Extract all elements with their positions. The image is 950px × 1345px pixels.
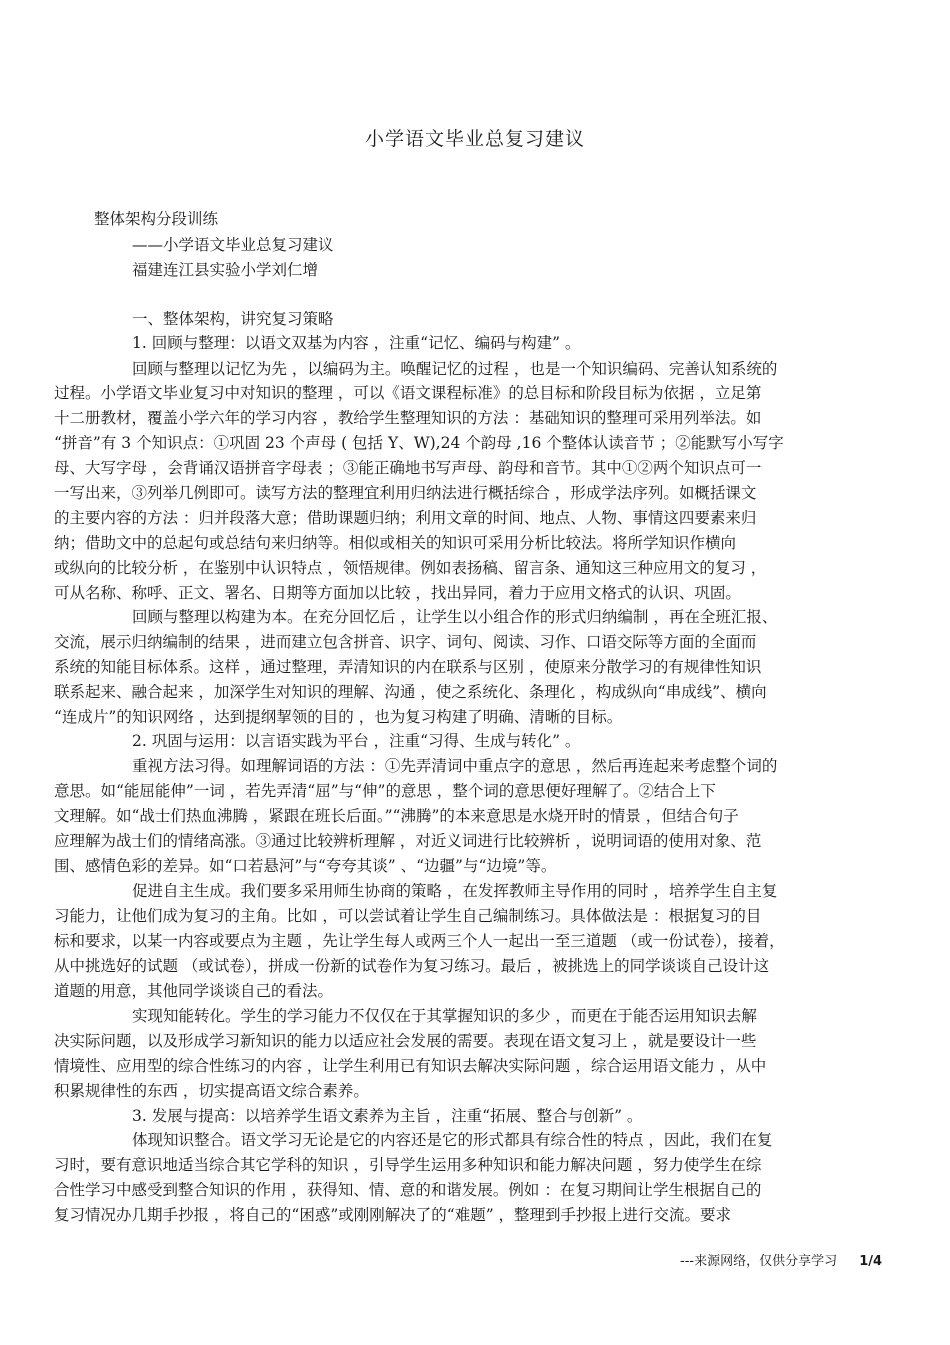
text-line: 2. 巩固与运用：以言语实践为平台 ，注重“习得、生成与转化” 。	[132, 732, 581, 750]
text-line: 回顾与整理以构建为本。在充分回忆后 ，让学生以小组合作的形式归纳编制 ，再在全班汇报、	[132, 608, 778, 626]
text-line: 交流，展示归纳编制的结果 ，进而建立包含拼音、识字、词句、阅读、习作、口语交际等方面的全面而	[54, 633, 757, 651]
text-line: 体现知识整合。语文学习无论是它的内容还是它的形式都具有综合性的特点 ，因此，我们在复	[132, 1131, 773, 1149]
text-line: 母、大写字母 ，会背诵汉语拼音字母表 ；③能正确地书写声母、韵母和音节。其中①②两个知识点可一	[54, 459, 762, 477]
document-title: 小学语文毕业总复习建议	[364, 128, 585, 150]
text-line: 复习情况办几期手抄报 ，将自己的“困惑”或刚刚解决了的“难题” ，整理到手抄报上进行交流。要求	[54, 1206, 732, 1224]
text-line: 标和要求，以某一内容或要点为主题 ，先让学生每人或两三个人一起出一至三道题 （或一份试卷），接着，	[54, 932, 785, 950]
text-line: 从中挑选好的试题 （或试卷），拼成一份新的试卷作为复习练习。最后 ，被挑选上的同学谈谈自己设计这	[54, 957, 770, 975]
text-line: 纳；借助文中的总起句或总结句来归纳等。相似或相关的知识可采用分析比较法。将所学知识作横向	[54, 534, 737, 552]
source-note: ---来源网络，仅供分享学习	[680, 1254, 838, 1269]
text-line: 或纵向的比较分析 ，在鉴别中认识特点 ，领悟规律。例如表扬稿、留言条、通知这三种应用文的复习 ，	[54, 559, 767, 577]
text-line: “拼音”有 3 个知识点：①巩固 23 个声母 ( 包括 Y、W),24 个韵母 ,16 个整体认读音节 ；②能默写小写字	[54, 434, 784, 452]
page-number: 1/4	[859, 1254, 883, 1269]
text-line: 可从名称、称呼、正文、署名、日期等方面加以比较 ，找出异同，着力于应用文格式的认识、巩固。	[54, 584, 741, 602]
text-line: 决实际问题，以及形成学习新知识的能力以适应社会发展的需要。表现在语文复习上 ，就是要设计一些	[54, 1032, 757, 1050]
text-line: 实现知能转化。学生的学习能力不仅仅在于其掌握知识的多少 ，而更在于能否运用知识去解	[132, 1007, 757, 1025]
text-line: 道题的用意，其他同学谈谈自己的看法。	[54, 982, 334, 1000]
text-line: 3. 发展与提高：以培养学生语文素养为主旨 ，注重“拓展、整合与创新” 。	[132, 1107, 643, 1125]
text-line: 回顾与整理以记忆为先 ，以编码为主。唤醒记忆的过程 ，也是一个知识编码、完善认知系统的	[132, 360, 778, 378]
text-line: 积累规律性的东西 ，切实提高语文综合素养。	[54, 1082, 369, 1100]
text-line: 文理解。如“战士们热血沸腾 ，紧跟在班长后面。”“沸腾”的本来意思是水烧开时的情景 ，但结合句子	[54, 807, 739, 825]
text-line: 情境性、应用型的综合性练习的内容 ，让学生利用已有知识去解决实际问题 ，综合运用语文能力 ，从中	[54, 1057, 767, 1075]
text-line: 的主要内容的方法 ：归并段落大意；借助课题归纳；利用文章的时间、地点、人物、事情这四要素来归	[54, 509, 757, 527]
text-line: 一写出来，③列举几例即可。读写方法的整理宜利用归纳法进行概括综合 ，形成学法序列。如概括课文	[54, 484, 757, 502]
page-footer	[680, 1250, 882, 1269]
text-line: 系统的知能目标体系。这样 ，通过整理，弄清知识的内在联系与区别 ，使原来分散学习的有规律性知识	[54, 658, 762, 676]
text-line: 围、感情色彩的差异。如“口若悬河”与“夸夸其谈” 、“边疆”与“边境”等。	[54, 857, 557, 875]
text-line: 十二册教材，覆盖小学六年的学习内容 ，教给学生整理知识的方法 ：基础知识的整理可采用列举法。如	[54, 409, 762, 427]
text-line: 一、整体架构，讲究复习策略	[132, 310, 334, 328]
text-line: 合性学习中感受到整合知识的作用 ，获得知、情、意的和谐发展。例如 ：在复习期间让学生根据自己的	[54, 1181, 762, 1199]
text-line: 过程。小学语文毕业复习中对知识的整理 ，可以《语文课程标准》的总目标和阶段目标为依据 ，立足第	[54, 384, 762, 402]
text-line: 联系起来、融合起来 ，加深学生对知识的理解、沟通 ，使之系统化、条理化 ，构成纵向“串成线”、横向	[54, 683, 767, 701]
text-line: 意思。如“能屈能伸”一词 ，若先弄清“屈”与“伸”的意思 ，整个词的意思便好理解了。②结合上下	[54, 782, 716, 800]
text-line: ——小学语文毕业总复习建议	[132, 236, 334, 254]
text-line: 重视方法习得。如理解词语的方法 ：①先弄清词中重点字的意思 ，然后再连起来考虑整个词的	[132, 757, 778, 775]
text-line: 促进自主生成。我们要多采用师生协商的策略 ，在发挥教师主导作用的同时 ，培养学生自主复	[132, 882, 778, 900]
text-line: “连成片”的知识网络 ，达到提纲挈领的目的 ，也为复习构建了明确、清晰的目标。	[54, 708, 623, 726]
text-line: 习能力，让他们成为复习的主角。比如 ，可以尝试着让学生自己编制练习。具体做法是 ：根据复习的目	[54, 907, 762, 925]
text-line: 应理解为战士们的情绪高涨。③通过比较辨析理解 ，对近义词进行比较辨析 ，说明词语的使用对象、范	[54, 832, 762, 850]
text-line: 1. 回顾与整理：以语文双基为内容 ，注重“记忆、编码与构建” 。	[132, 334, 581, 352]
text-line: 整体架构分段训练	[94, 210, 219, 228]
text-line: 习时，要有意识地适当综合其它学科的知识 ，引导学生运用多种知识和能力解决问题 ，努力使学生在综	[54, 1156, 762, 1174]
text-line: 福建连江县实验小学刘仁增	[132, 261, 319, 279]
